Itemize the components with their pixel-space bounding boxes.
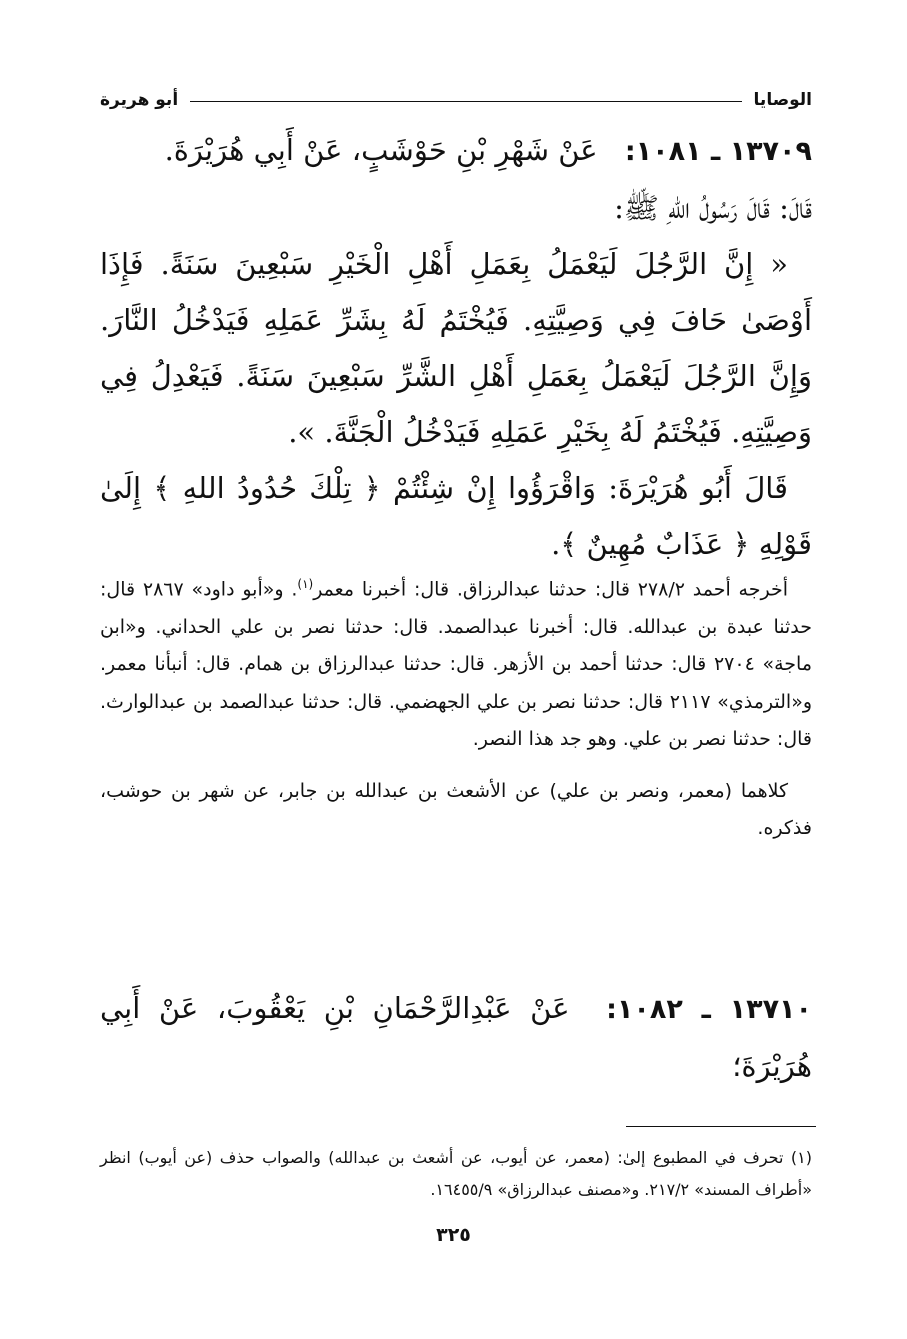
takhrij-paragraph (100, 566, 812, 759)
footnote-reference[interactable]: (١) (297, 577, 314, 591)
section-title: أبو هريرة (100, 90, 179, 110)
hadith-text: « إِنَّ الرَّجُلَ لَيَعْمَلُ بِعَمَلِ أَهْلِ الْخَيْرِ سَبْعِينَ سَنَةً. فَإِذَا أَوْصَىٰ حَافَ فِي وَصِيَّتِهِ. فَيُخْتَمُ لَهُ بِشَرِّ عَمَلِهِ فَيَدْخُلُ النَّارَ. وَإِنَّ الرَّجُلَ لَيَعْمَلُ بِعَمَلِ أَهْلِ الشَّرِّ سَبْعِينَ سَنَةً. فَيَعْدِلُ فِي وَصِيَّتِهِ. فَيُخْتَمُ لَهُ بِخَيْرِ عَمَلِهِ فَيَدْخُلُ الْجَنَّةَ. ». (100, 247, 812, 449)
takhrij-summary: كلاهما (معمر، ونصر بن علي) عن الأشعث بن عبدالله بن جابر، عن شهر بن حوشب، فذكره. (100, 779, 812, 840)
footnote-separator (626, 1126, 816, 1127)
running-header (100, 76, 812, 110)
page-number: ٣٢٥ (436, 1224, 471, 1246)
takhrij-text-start: أخرجه أحمد ٢٧٨/٢ قال: حدثنا عبدالرزاق. قال: أخبرنا معمر (313, 578, 788, 601)
hadith-closing: قَالَ أَبُو هُرَيْرَةَ: وَاقْرَؤُوا إِنْ شِئْتُمْ ﴿ تِلْكَ حُدُودُ اللهِ ﴾ إِلَىٰ قَوْلِهِ ﴿ عَذَابٌ مُهِينٌ ﴾. (100, 471, 812, 561)
hadith-number: ١٣٧١٠ ـ ١٠٨٢: (606, 994, 813, 1025)
takhrij-section (100, 566, 812, 848)
hadith-isnad: عَنْ شَهْرِ بْنِ حَوْشَبٍ، عَنْ أَبِي هُرَيْرَةَ. (164, 133, 598, 167)
footnote-1: (١) تحرف في المطبوع إلىٰ: (معمر، عن أيوب، عن أشعث بن عبدالله) والصواب حذف (عن أيوب) انظر «أطراف المسند» ٢١٧/٢. و«مصنف عبدالرزاق» ١٦٤٥٥/٩. (100, 1148, 812, 1199)
header-rule (190, 101, 741, 102)
hadith-isnad: عَنْ عَبْدِالرَّحْمَانِ بْنِ يَعْقُوبَ، عَنْ أَبِي هُرَيْرَةَ؛ (100, 991, 812, 1083)
hadith-heading (100, 980, 812, 1094)
hadith-number: ١٣٧٠٩ ـ ١٠٨١: (624, 136, 812, 167)
footnotes (100, 1142, 812, 1206)
hadith-heading (100, 122, 812, 180)
hadith-13710 (100, 980, 812, 1094)
hadith-13709 (100, 122, 812, 572)
chapter-title: الوصايا (753, 90, 812, 110)
takhrij-text-end: . و«أبو داود» ٢٨٦٧ قال: حدثنا عبدة بن عبدالله. قال: أخبرنا عبدالصمد. قال: حدثنا نصر بن علي الحداني. و«ابن ماجة» ٢٧٠٤ قال: حدثنا أحمد بن الأزهر. قال: حدثنا عبدالرزاق بن همام. قال: أنبأنا معمر. و«الترمذي» ٢١١٧ قال: حدثنا نصر بن علي الجهضمي. قال: حدثنا عبدالصمد بن عبدالوارث. قال: حدثنا نصر بن علي. وهو جد هذا النصر. (100, 578, 813, 751)
hadith-intro: قَالَ: قَالَ رَسُولُ اللهِ ﷺ: (614, 191, 812, 225)
